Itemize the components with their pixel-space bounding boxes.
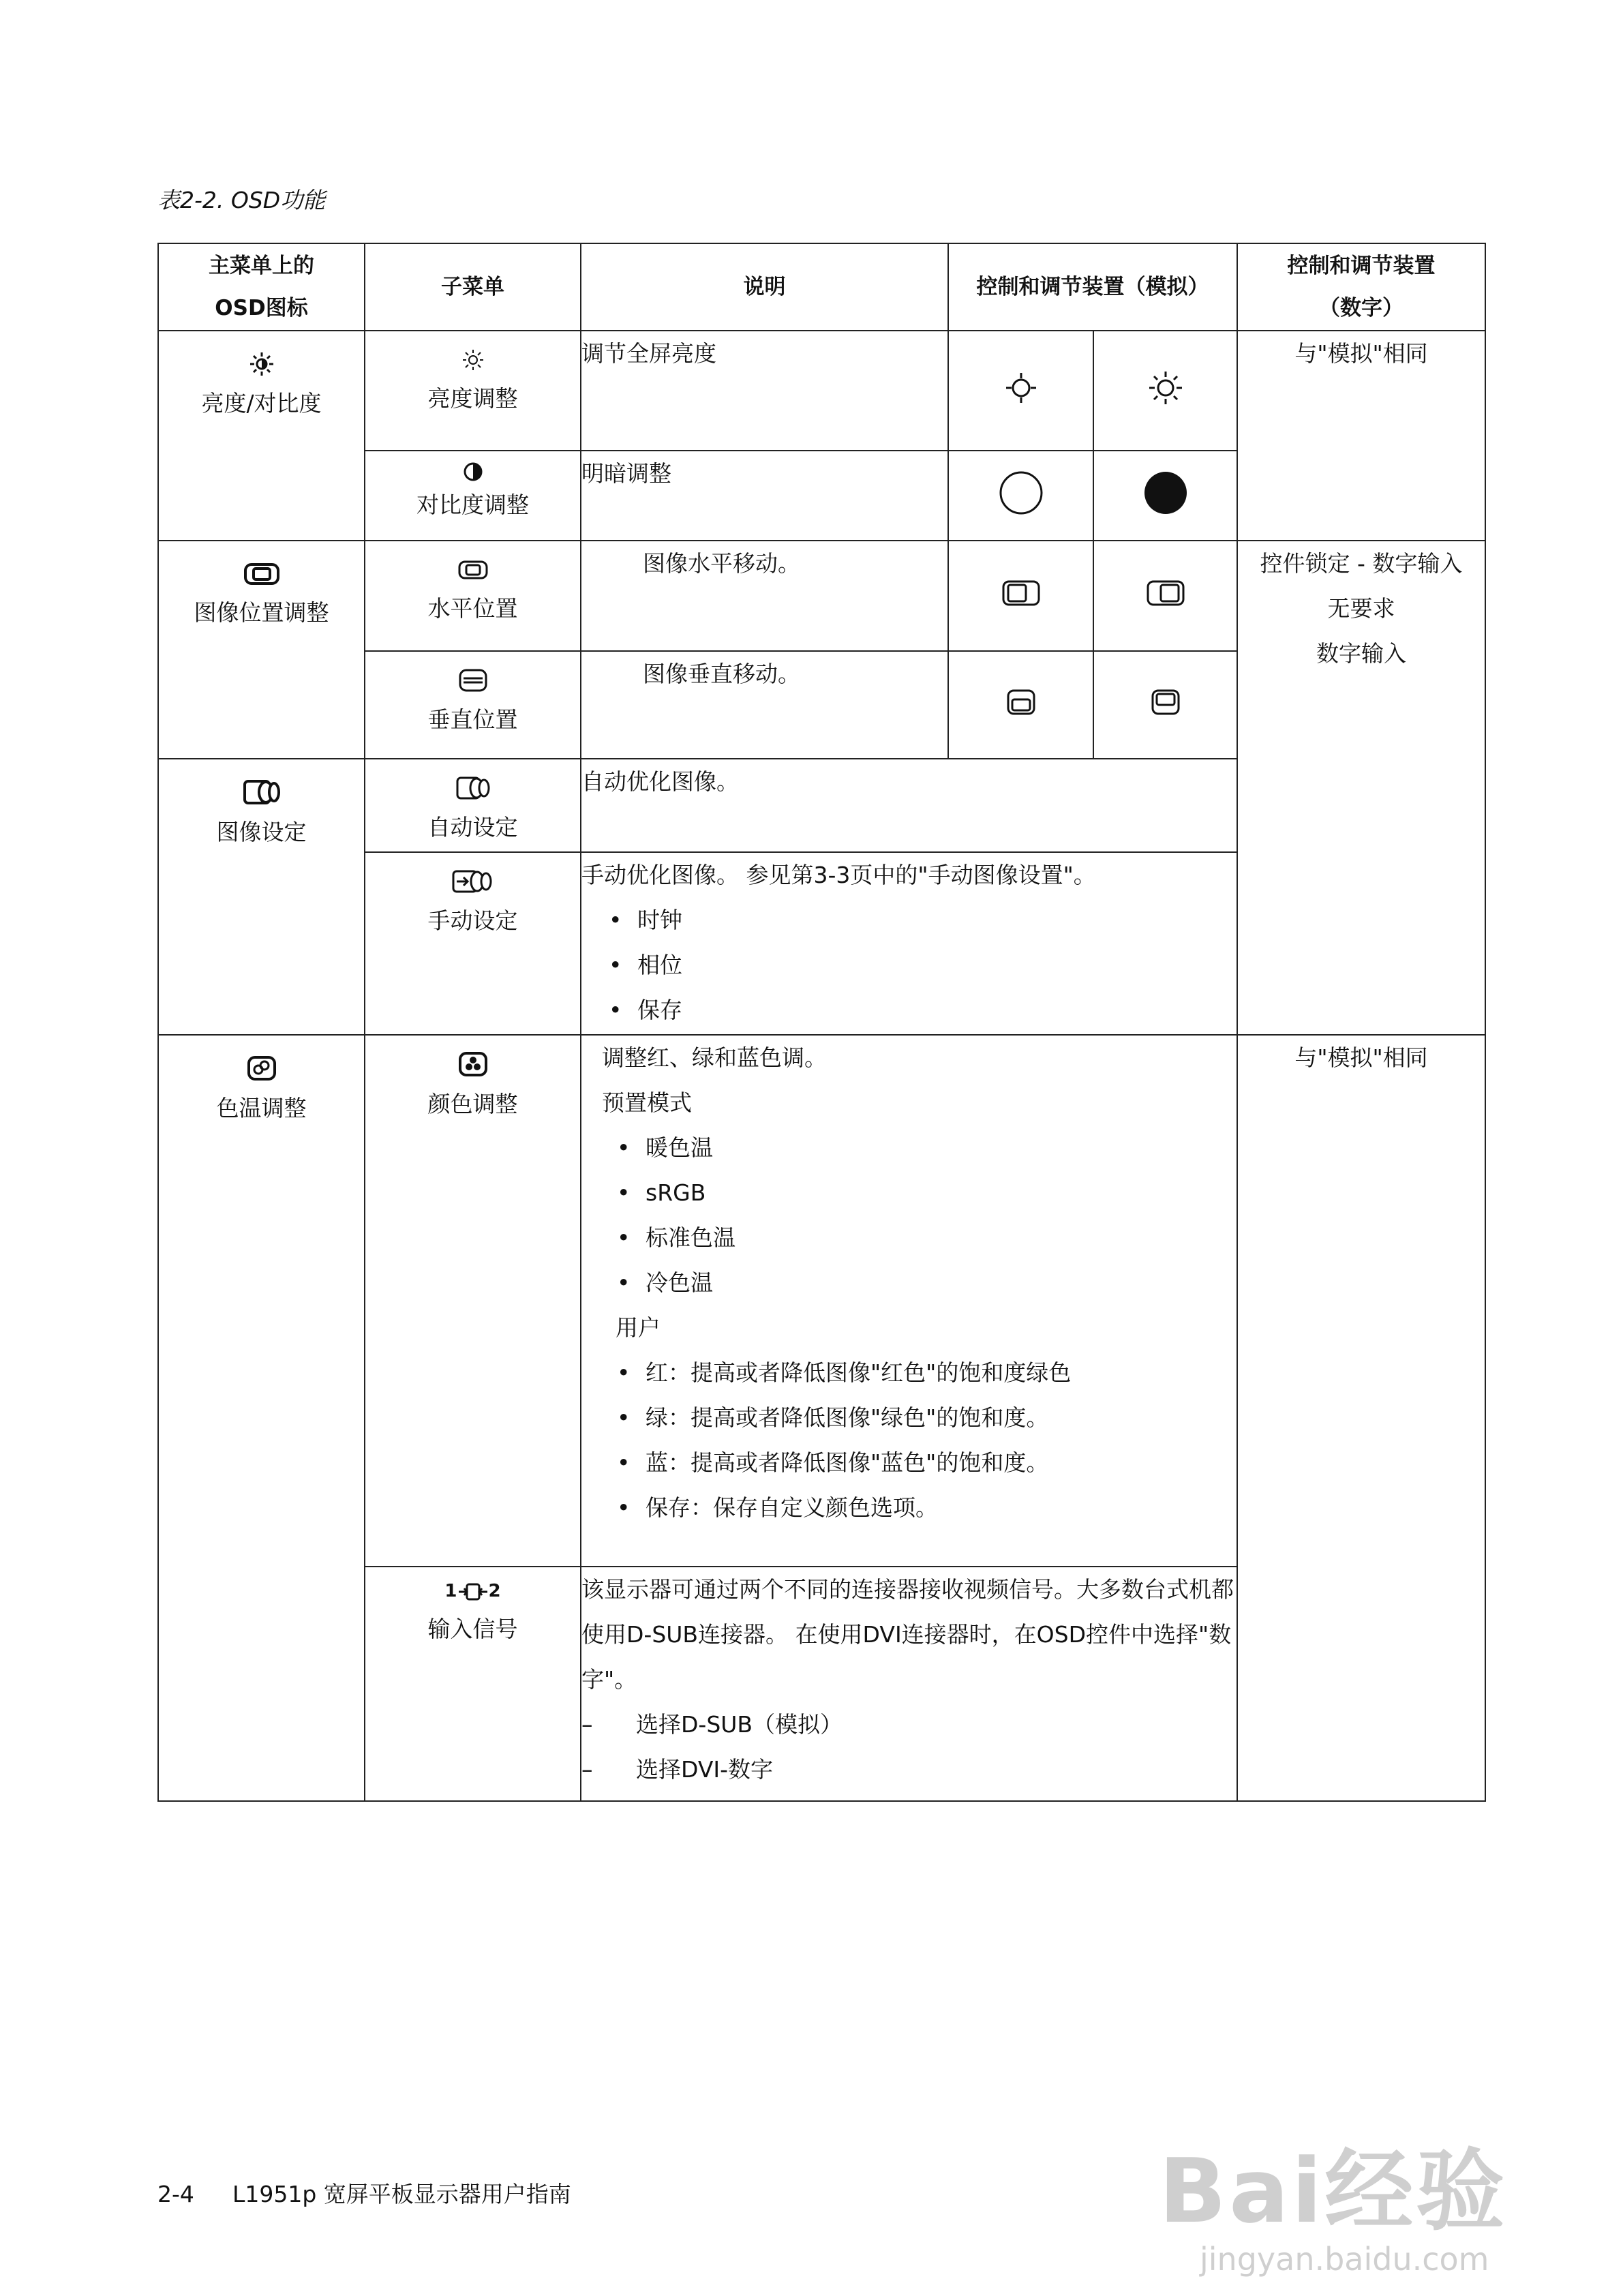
list-item: • 保存：保存自定义颜色选项。 [617, 1485, 1237, 1530]
digital-brightness: 与"模拟"相同 [1237, 331, 1485, 541]
digital-position: 控件锁定 - 数字输入 无要求 数字输入 [1237, 541, 1485, 1035]
desc-contrast: 明暗调整 [581, 451, 948, 541]
list-item: • 蓝：提高或者降低图像"蓝色"的饱和度。 [617, 1440, 1237, 1485]
sub-cell-contrast [365, 451, 581, 541]
list-item: • 保存 [609, 988, 1237, 1033]
image-position-icon [159, 559, 364, 586]
analog-control-down [948, 651, 1093, 759]
vertical-position-icon [365, 665, 580, 693]
sub-label-brightness: 亮度调整 [427, 385, 518, 412]
list-item: • sRGB [617, 1170, 1237, 1215]
table-row [158, 1035, 1485, 1567]
osd-function-table [157, 243, 1486, 1802]
sub-cell-color-adjust [365, 1035, 581, 1567]
contrast-icon [365, 457, 580, 483]
move-down-icon [1006, 689, 1036, 716]
sub-cell-horizontal [365, 541, 581, 651]
desc-auto: 自动优化图像。 [581, 759, 1237, 852]
sub-label-auto: 自动设定 [427, 813, 518, 841]
analog-control-left [948, 541, 1093, 651]
sun-icon [365, 345, 580, 372]
header-submenu: 子菜单 [365, 243, 581, 331]
desc-vertical: 图像垂直移动。 [581, 651, 948, 759]
sun-icon [1147, 369, 1185, 407]
digital-color: 与"模拟"相同 [1237, 1035, 1485, 1801]
desc-horizontal: 图像水平移动。 [581, 541, 948, 651]
main-label-setup: 图像设定 [216, 818, 307, 845]
sub-label-horizontal: 水平位置 [427, 595, 518, 622]
main-cell-setup [158, 759, 365, 1035]
main-cell-position [158, 541, 365, 759]
desc-manual: 手动优化图像。 参见第3-3页中的"手动图像设置"。 • 时钟 • 相位 • 保存 [581, 852, 1237, 1035]
list-item: • 红：提高或者降低图像"红色"的饱和度绿色 [617, 1350, 1237, 1395]
main-cell-brightness [158, 331, 365, 541]
color-temperature-icon [159, 1053, 364, 1081]
page-footer [157, 2177, 571, 2209]
main-cell-color [158, 1035, 365, 1801]
analog-control-right [1093, 541, 1237, 651]
sub-label-input: 输入信号 [427, 1615, 518, 1642]
sun-icon [1002, 369, 1040, 407]
analog-control-light [1093, 451, 1237, 541]
auto-setup-icon [365, 773, 580, 800]
page-number: 2-4 [157, 2181, 194, 2207]
analog-control-dark [948, 451, 1093, 541]
main-label-color: 色温调整 [216, 1094, 307, 1121]
table-row [158, 541, 1485, 651]
image-setup-icon [159, 777, 364, 805]
desc-color-adjust: 调整红、绿和蓝色调。 预置模式 • 暖色温 • sRGB • 标准色温 • 冷色温 用户 • 红：提高或者降低图像"红色"的饱和度绿色 • 绿：提高或者降低图像"绿色"的饱和度。 • 蓝：提高或者降低图像"蓝色"的饱和度。 • 保存：保存自定义颜色选项。 [581, 1035, 1237, 1567]
desc-input: 该显示器可通过两个不同的连接器接收视频信号。大多数台式机都使用D-SUB连接器。 在使用DVI连接器时，在OSD控件中选择"数字"。 – 选择D-SUB（模拟） – 选择DVI-数字 [581, 1567, 1237, 1801]
sub-cell-brightness [365, 331, 581, 451]
header-analog: 控制和调节装置（模拟） [948, 243, 1237, 331]
header-description: 说明 [581, 243, 948, 331]
sub-cell-auto [365, 759, 581, 852]
color-adjust-icon [365, 1049, 580, 1077]
header-digital: 控制和调节装置 （数字） [1237, 243, 1485, 331]
move-left-icon [1001, 579, 1041, 607]
watermark-brand: Bai经验 [1159, 2139, 1508, 2243]
analog-control-decrease [948, 331, 1093, 451]
list-item: • 绿：提高或者降低图像"绿色"的饱和度。 [617, 1395, 1237, 1440]
list-item: • 相位 [609, 943, 1237, 988]
watermark-url: jingyan.baidu.com [1200, 2241, 1489, 2278]
baidu-watermark [1159, 2120, 1541, 2278]
sub-label-color-adjust: 颜色调整 [427, 1090, 518, 1117]
main-label-brightness: 亮度/对比度 [201, 389, 322, 417]
table-header-row [158, 243, 1485, 331]
analog-control-up [1093, 651, 1237, 759]
filled-circle-icon [1142, 470, 1189, 516]
list-item: • 标准色温 [617, 1215, 1237, 1260]
sub-cell-vertical [365, 651, 581, 759]
document-title: L1951p 宽屏平板显示器用户指南 [232, 2181, 571, 2207]
empty-circle-icon [998, 470, 1044, 516]
sub-label-vertical: 垂直位置 [427, 706, 518, 733]
table-row [158, 331, 1485, 451]
input-signal-icon: 1 2 [444, 1581, 501, 1601]
sub-label-contrast: 对比度调整 [416, 492, 529, 518]
list-item: • 时钟 [609, 898, 1237, 943]
analog-control-increase [1093, 331, 1237, 451]
sub-cell-manual [365, 852, 581, 1035]
horizontal-position-icon [365, 555, 580, 581]
list-item: • 暖色温 [617, 1126, 1237, 1170]
sub-label-manual: 手动设定 [427, 907, 518, 934]
main-label-position: 图像位置调整 [194, 599, 329, 626]
list-item: • 冷色温 [617, 1260, 1237, 1305]
move-right-icon [1146, 579, 1185, 607]
header-main-icon: 主菜单上的OSD图标 [158, 243, 365, 331]
brightness-icon [159, 349, 364, 376]
move-up-icon [1151, 689, 1181, 716]
desc-brightness: 调节全屏亮度 [581, 331, 948, 451]
sub-cell-input [365, 1567, 581, 1801]
table-caption: 表2-2. OSD功能 [157, 187, 326, 213]
manual-setup-icon [365, 866, 580, 894]
